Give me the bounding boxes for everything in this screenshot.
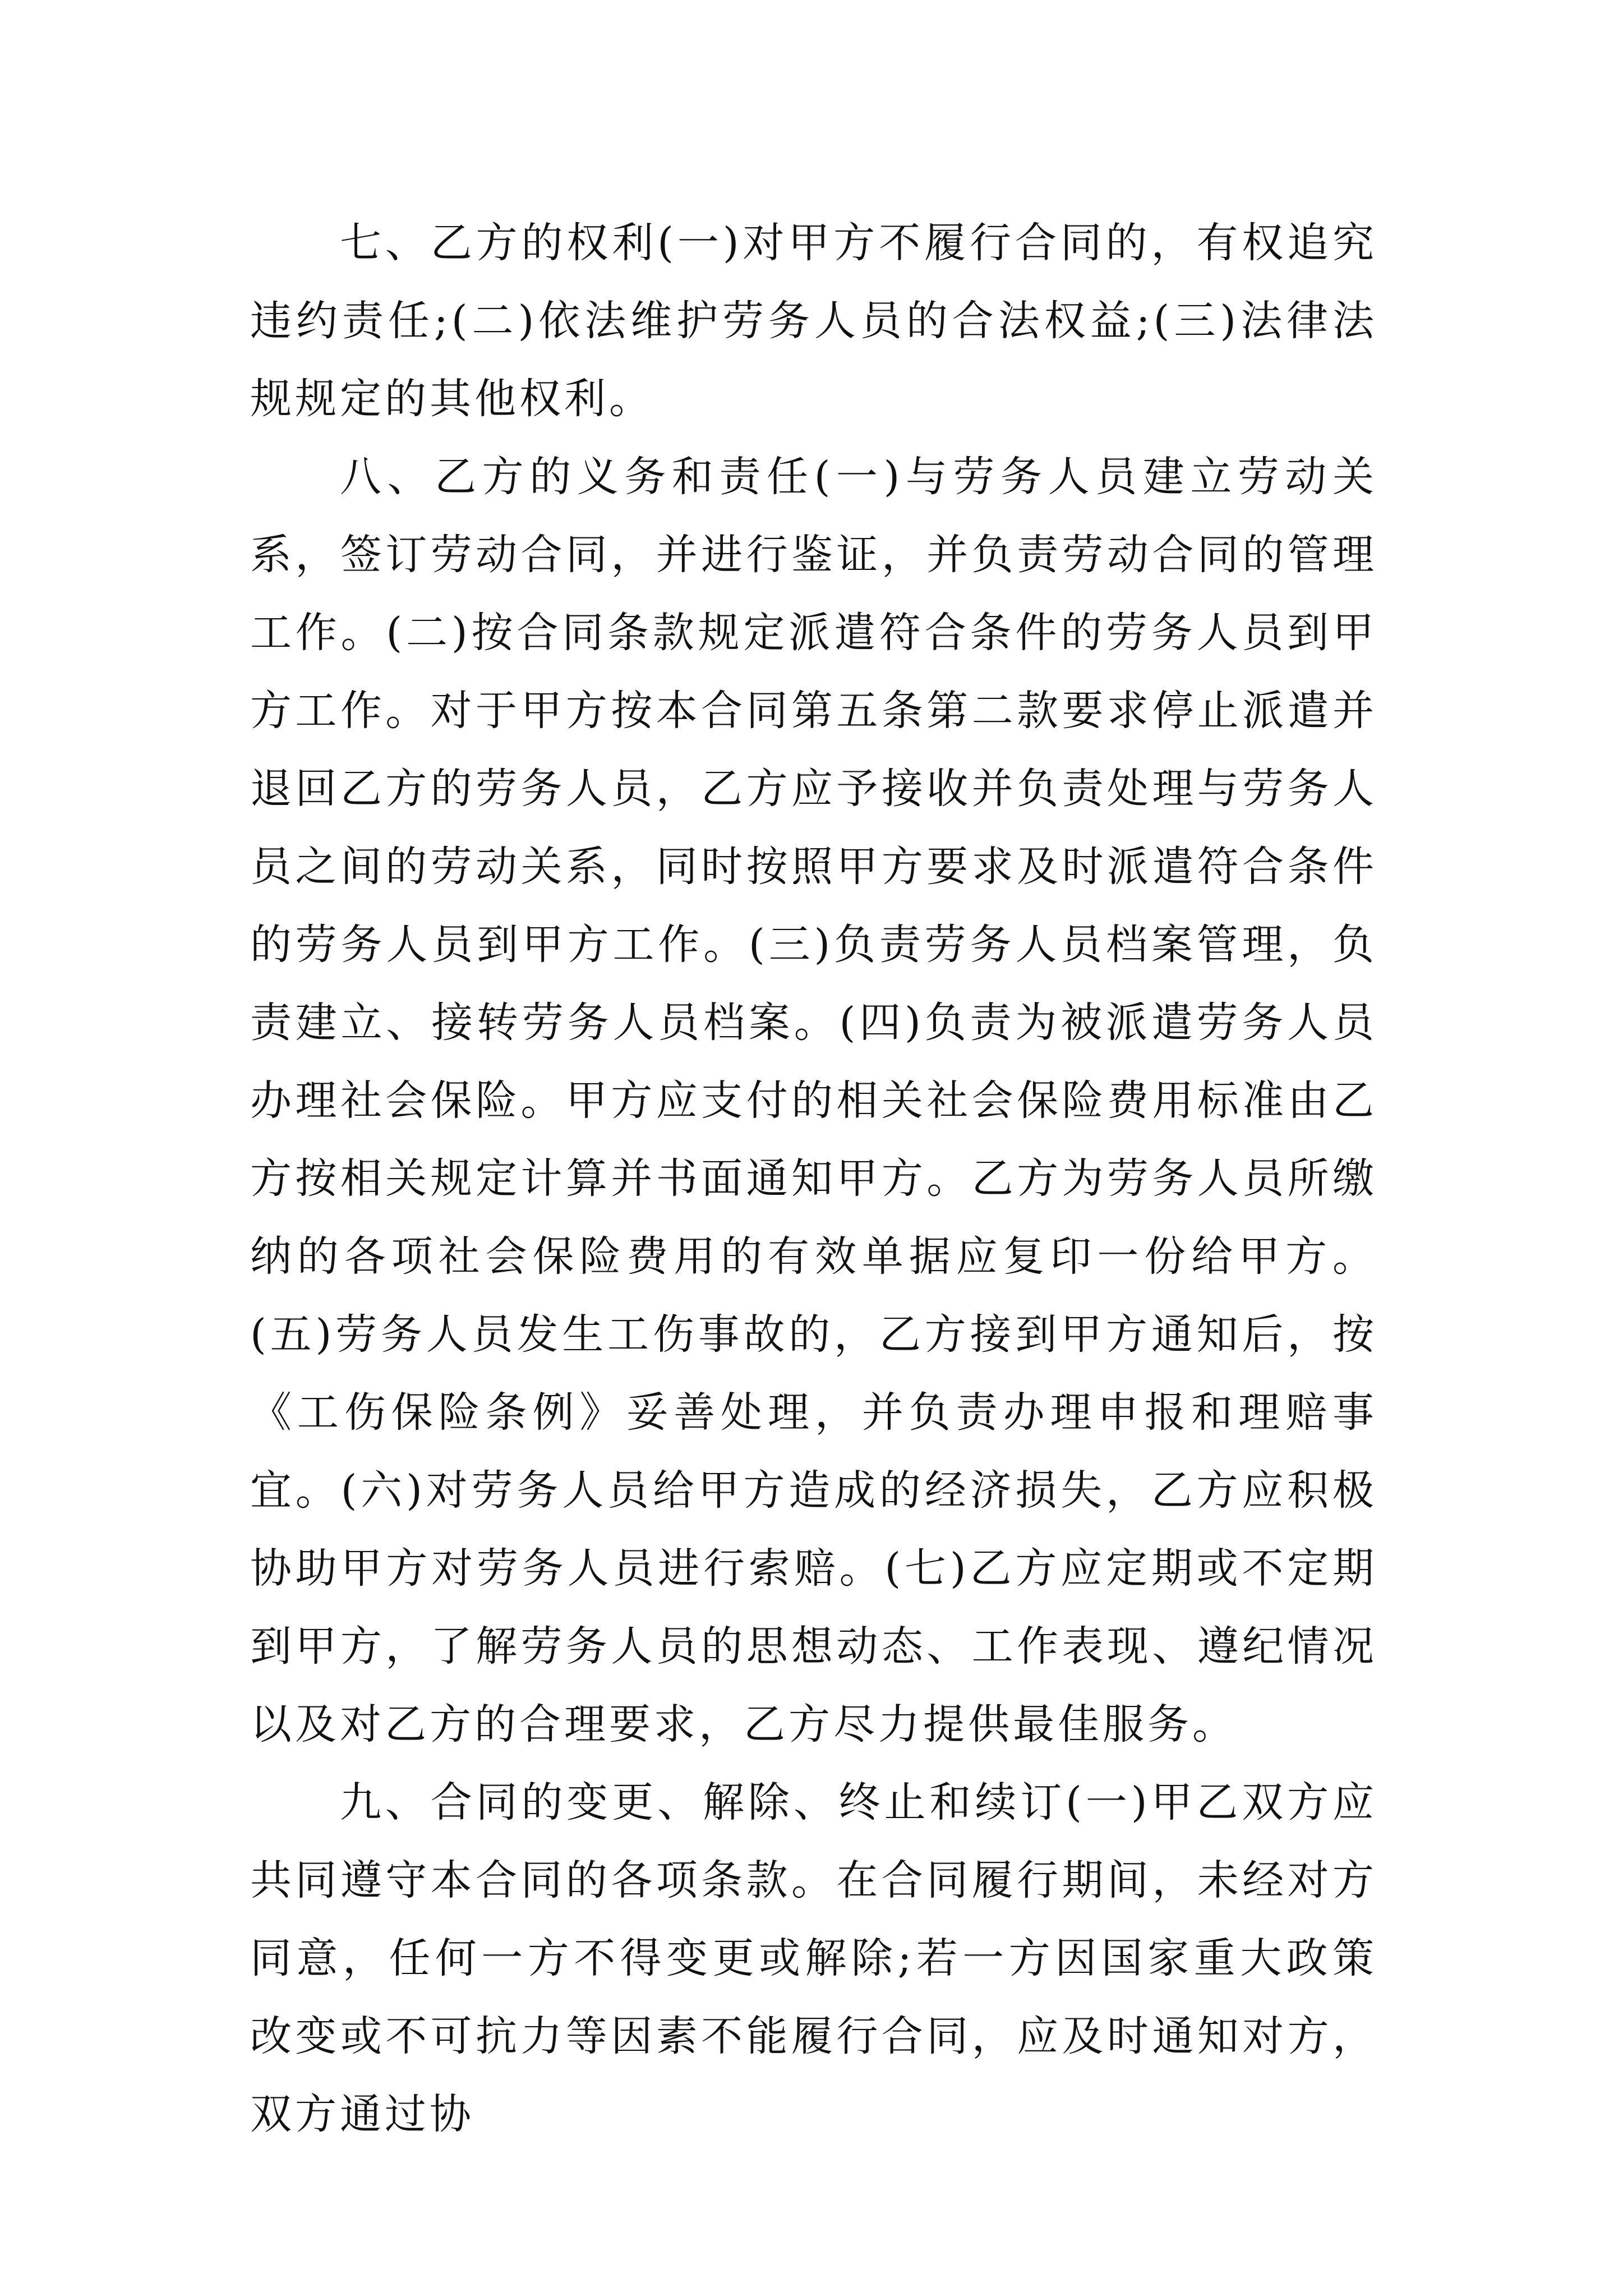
paragraph-8-party-b-obligations: 八、乙方的义务和责任(一)与劳务人员建立劳动关系，签订劳动合同，并进行鉴证，并负责劳动合同的管理工作。(二)按合同条款规定派遣符合条件的劳务人员到甲方工作。对于甲方按本合同第五条第二款要求停止派遣并退回乙方的劳务人员，乙方应予接收并负责处理与劳务人员之间的劳动关系，同时按照甲方要求及时派遣符合条件的劳务人员到甲方工作。(三)负责劳务人员档案管理，负责建立、接转劳务人员档案。(四)负责为被派遣劳务人员办理社会保险。甲方应支付的相关社会保险费用标准由乙方按相关规定计算并书面通知甲方。乙方为劳务人员所缴纳的各项社会保险费用的有效单据应复印一份给甲方。(五)劳务人员发生工伤事故的，乙方接到甲方通知后，按《工伤保险条例》妥善处理，并负责办理申报和理赔事宜。(六)对劳务人员给甲方造成的经济损失，乙方应积极协助甲方对劳务人员进行索赔。(七)乙方应定期或不定期到甲方，了解劳务人员的思想动态、工作表现、遵纪情况以及对乙方的合理要求，乙方尽力提供最佳服务。 [250, 453, 1377, 1749]
document-body [250, 204, 1377, 2154]
paragraph-7-party-b-rights: 七、乙方的权利(一)对甲方不履行合同的，有权追究违约责任;(二)依法维护劳务人员的合法权益;(三)法律法规规定的其他权利。 [250, 219, 1377, 423]
paragraph-9-contract-changes: 九、合同的变更、解除、终止和续订(一)甲乙双方应共同遵守本合同的各项条款。在合同履行期间，未经对方同意，任何一方不得变更或解除;若一方因国家重大政策改变或不可抗力等因素不能履行合同，应及时通知对方，双方通过协 [250, 1778, 1377, 2138]
